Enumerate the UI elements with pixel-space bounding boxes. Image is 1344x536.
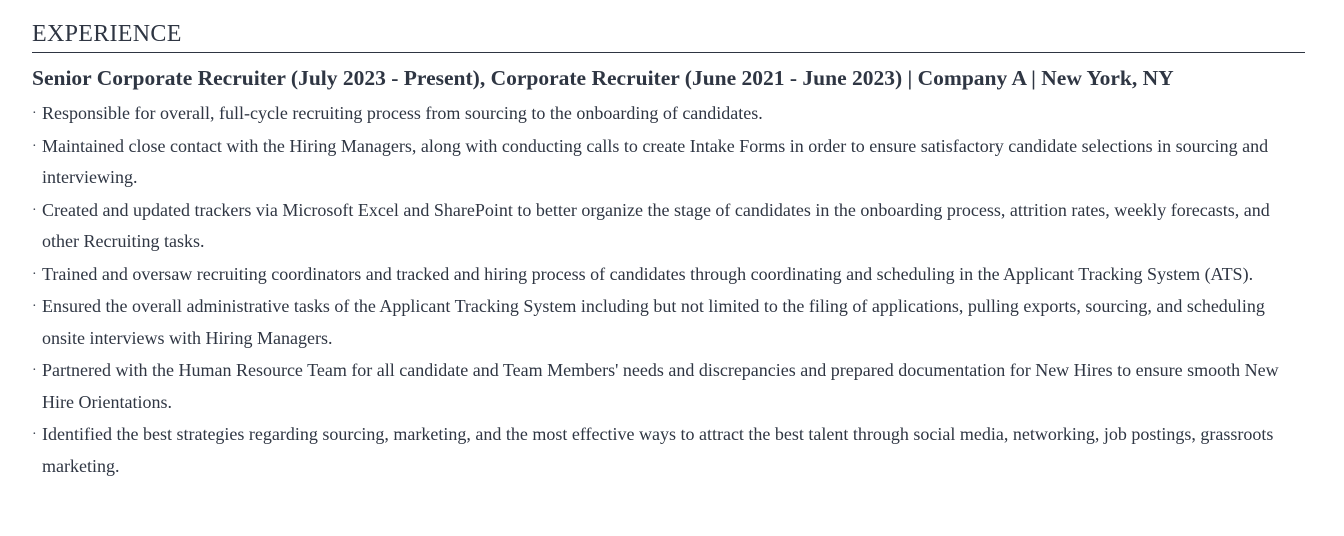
list-item (32, 419, 1305, 482)
list-item (32, 259, 1305, 291)
section-title: EXPERIENCE (32, 21, 182, 47)
bullet-icon: · (32, 138, 37, 154)
list-item (32, 98, 1305, 130)
bullet-icon: · (32, 106, 37, 121)
bullet-icon: · (32, 363, 37, 378)
bullet-text: Created and updated trackers via Microsoft Excel and SharePoint to better organize the stage of candidates in the onboarding process, attrition rates, weekly forecasts, and other Recruiting tasks. (42, 199, 1270, 251)
bullet-icon: · (32, 299, 37, 314)
list-item (32, 195, 1305, 258)
list-item (32, 355, 1305, 418)
bullet-text: Ensured the overall administrative tasks of the Applicant Tracking System including but not limited to the filing of applications, pulling exports, sourcing, and scheduling onsite interviews with Hiring Managers. (42, 296, 1265, 348)
bullet-icon: · (32, 266, 37, 282)
bullet-text: Responsible for overall, full-cycle recruiting process from sourcing to the onboarding of candidates. (42, 103, 763, 123)
bullet-icon: · (32, 427, 37, 442)
bullet-icon: · (32, 202, 37, 218)
list-item (32, 131, 1305, 194)
bullet-text: Maintained close contact with the Hiring Managers, along with conducting calls to create Intake Forms in order to ensure satisfactory candidate selections in sourcing and interviewing. (42, 135, 1269, 187)
experience-section (32, 18, 1305, 483)
responsibilities-list (32, 98, 1305, 482)
bullet-text: Identified the best strategies regarding sourcing, marketing, and the most effective ways to attract the best talent through social media, networking, job postings, grassroots marketing. (42, 424, 1274, 476)
list-item (32, 291, 1305, 354)
job-heading: Senior Corporate Recruiter (July 2023 - Present), Corporate Recruiter (June 2021 - June 2023) | Company A | New York, NY (32, 66, 1174, 90)
bullet-text: Partnered with the Human Resource Team for all candidate and Team Members' needs and discrepancies and prepared documentation for New Hires to ensure smooth New Hire Orientations. (42, 360, 1279, 412)
bullet-text: Trained and oversaw recruiting coordinators and tracked and hiring process of candidates through coordinating and scheduling in the Applicant Tracking System (ATS). (42, 263, 1254, 284)
section-divider (32, 52, 1305, 53)
